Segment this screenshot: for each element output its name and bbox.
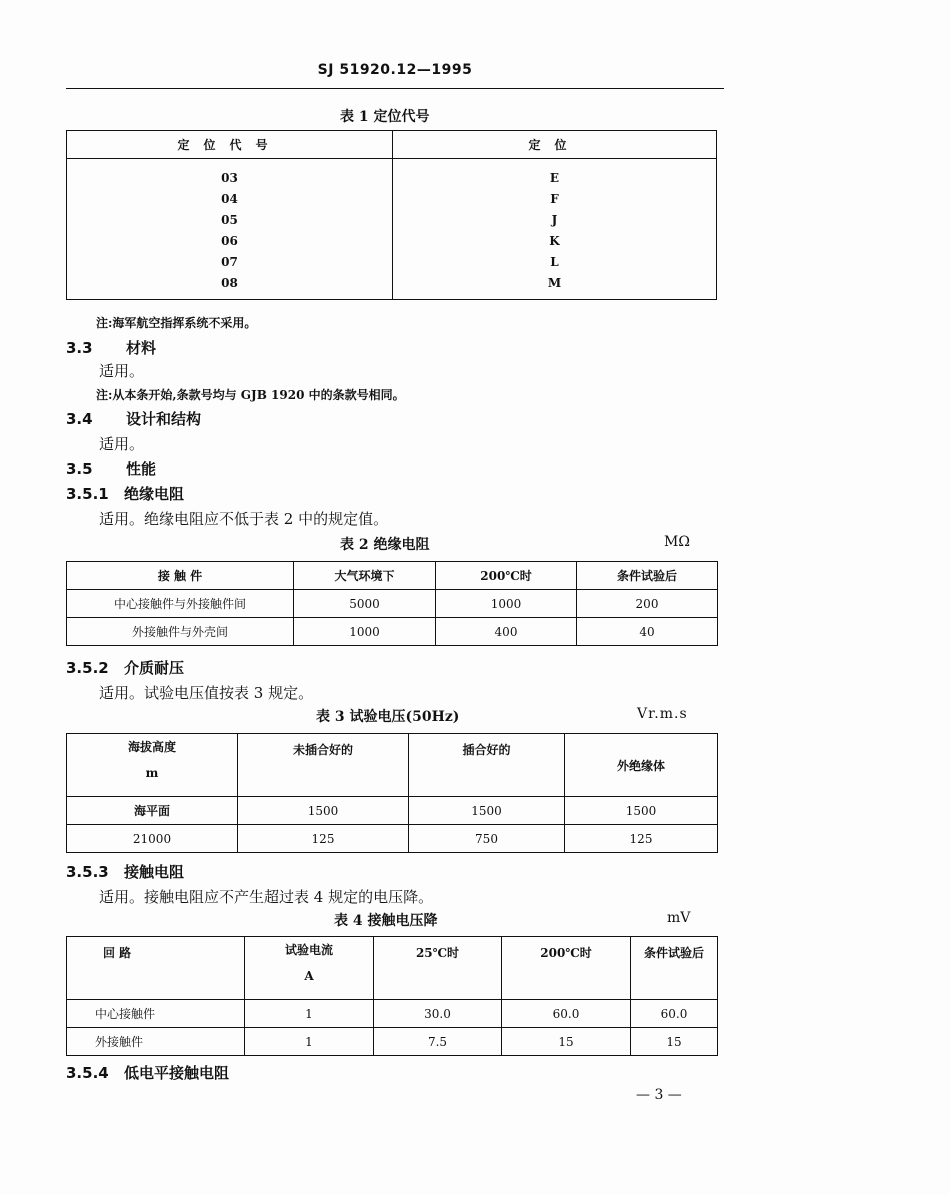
table4-header-test-current-label: 试验电流 (284, 943, 333, 957)
table4-circuit: 外接触件 (67, 1028, 245, 1056)
section-3-5-1-text: 适用。绝缘电阻应不低于表 2 中的规定值。 (99, 510, 389, 528)
table2-header-contact: 接 触 件 (67, 562, 294, 590)
table3-header-mated: 插合好的 (409, 734, 565, 797)
table2-header-after-conditioning: 条件试验后 (577, 562, 718, 590)
section-number: 3.5.3 (66, 863, 109, 881)
table-row (67, 1028, 718, 1056)
table-row (67, 188, 717, 209)
table4-caption: 表 4 接触电压降 (334, 913, 438, 929)
table1 (66, 130, 717, 300)
document-code: SJ 51920.12—1995 (317, 62, 473, 78)
table1-position: L (393, 251, 717, 272)
table1-position: E (393, 159, 717, 189)
section-title: 材料 (126, 339, 157, 357)
table3-mated: 1500 (409, 797, 565, 825)
table2-header-ambient: 大气环境下 (294, 562, 436, 590)
header-rule (66, 88, 724, 89)
table1-code: 05 (67, 209, 393, 230)
table4-test-current: 1 (245, 1028, 374, 1056)
table3-outer-insulator: 125 (565, 825, 718, 853)
table4-test-current: 1 (245, 1000, 374, 1028)
section-3-3-heading (66, 337, 156, 358)
section-3-5-2-text: 适用。试验电压值按表 3 规定。 (99, 684, 314, 702)
section-3-5-4-heading (66, 1062, 229, 1083)
table3-header-outer-insulator: 外绝缘体 (565, 734, 718, 797)
section-number: 3.5.4 (66, 1064, 109, 1082)
section-number: 3.4 (66, 410, 93, 428)
table1-code: 07 (67, 251, 393, 272)
table1-position: J (393, 209, 717, 230)
table-row (67, 159, 717, 189)
section-number: 3.3 (66, 339, 93, 357)
table1-note: 注:海军航空指挥系统不采用。 (96, 316, 257, 330)
section-title: 低电平接触电阻 (124, 1064, 230, 1082)
table2 (66, 561, 718, 646)
table-row (67, 209, 717, 230)
table3-mated: 750 (409, 825, 565, 853)
table4-header-test-current (245, 937, 374, 1000)
table3-altitude: 21000 (67, 825, 238, 853)
table1-code: 08 (67, 272, 393, 300)
section-3-4-text: 适用。 (99, 435, 145, 453)
section-3-3-text: 适用。 (99, 362, 145, 380)
table1-caption: 表 1 定位代号 (340, 109, 430, 125)
section-3-3-note: 注:从本条开始,条款号均与 GJB 1920 中的条款号相同。 (96, 388, 405, 402)
section-number: 3.5 (66, 460, 93, 478)
section-title: 介质耐压 (124, 659, 185, 677)
table4-200c: 60.0 (502, 1000, 631, 1028)
table2-contact: 中心接触件与外接触件间 (67, 590, 294, 618)
section-number: 3.5.1 (66, 485, 109, 503)
table3-unmated: 1500 (238, 797, 409, 825)
table1-code: 04 (67, 188, 393, 209)
table4-25c: 7.5 (374, 1028, 502, 1056)
table3-header-altitude-unit: m (145, 766, 159, 780)
table2-header-200c: 200℃时 (436, 562, 577, 590)
table2-200c: 400 (436, 618, 577, 646)
section-title: 性能 (126, 460, 157, 478)
table3-header-altitude-label: 海拔高度 (127, 740, 176, 754)
table1-position: M (393, 272, 717, 300)
section-3-4-heading (66, 408, 201, 429)
table2-200c: 1000 (436, 590, 577, 618)
table4-header-25c: 25℃时 (374, 937, 502, 1000)
section-3-5-heading (66, 458, 156, 479)
table-row (67, 797, 718, 825)
table2-after-conditioning: 40 (577, 618, 718, 646)
table3-altitude: 海平面 (67, 797, 238, 825)
table-row (67, 251, 717, 272)
table-row (67, 230, 717, 251)
table-row (67, 590, 718, 618)
table2-caption: 表 2 绝缘电阻 (340, 537, 430, 553)
table2-ambient: 1000 (294, 618, 436, 646)
table4-unit: mV (667, 910, 691, 926)
table4-header-200c: 200℃时 (502, 937, 631, 1000)
table3-outer-insulator: 1500 (565, 797, 718, 825)
table-row (67, 825, 718, 853)
section-number: 3.5.2 (66, 659, 109, 677)
table4-header-circuit: 回 路 (67, 937, 245, 1000)
section-title: 设计和结构 (126, 410, 202, 428)
table1-header-code: 定位代号 (67, 131, 393, 159)
table4-header-after-conditioning: 条件试验后 (631, 937, 718, 1000)
table4-after-conditioning: 60.0 (631, 1000, 718, 1028)
table2-unit: MΩ (664, 534, 690, 550)
table1-code: 03 (67, 159, 393, 189)
table3 (66, 733, 718, 853)
table3-unmated: 125 (238, 825, 409, 853)
section-title: 接触电阻 (124, 863, 185, 881)
table-row (67, 272, 717, 300)
table3-header-unmated: 未插合好的 (238, 734, 409, 797)
table4-25c: 30.0 (374, 1000, 502, 1028)
section-3-5-3-text: 适用。接触电阻应不产生超过表 4 规定的电压降。 (99, 888, 434, 906)
table4-circuit: 中心接触件 (67, 1000, 245, 1028)
table4-after-conditioning: 15 (631, 1028, 718, 1056)
table2-contact: 外接触件与外壳间 (67, 618, 294, 646)
section-3-5-3-heading (66, 861, 184, 882)
section-3-5-1-heading (66, 483, 184, 504)
table2-after-conditioning: 200 (577, 590, 718, 618)
table2-ambient: 5000 (294, 590, 436, 618)
section-3-5-2-heading (66, 657, 184, 678)
table1-position: K (393, 230, 717, 251)
table1-position: F (393, 188, 717, 209)
table4-200c: 15 (502, 1028, 631, 1056)
table1-header-position: 定位 (393, 131, 717, 159)
page-number: — 3 — (636, 1087, 682, 1103)
table3-caption: 表 3 试验电压(50Hz) (316, 709, 460, 725)
section-title: 绝缘电阻 (124, 485, 185, 503)
table3-header-altitude (67, 734, 238, 797)
table-row (67, 1000, 718, 1028)
table4 (66, 936, 718, 1056)
table1-code: 06 (67, 230, 393, 251)
table-row (67, 618, 718, 646)
table3-unit: Vr.m.s (637, 706, 688, 722)
table4-header-test-current-unit: A (304, 969, 314, 983)
